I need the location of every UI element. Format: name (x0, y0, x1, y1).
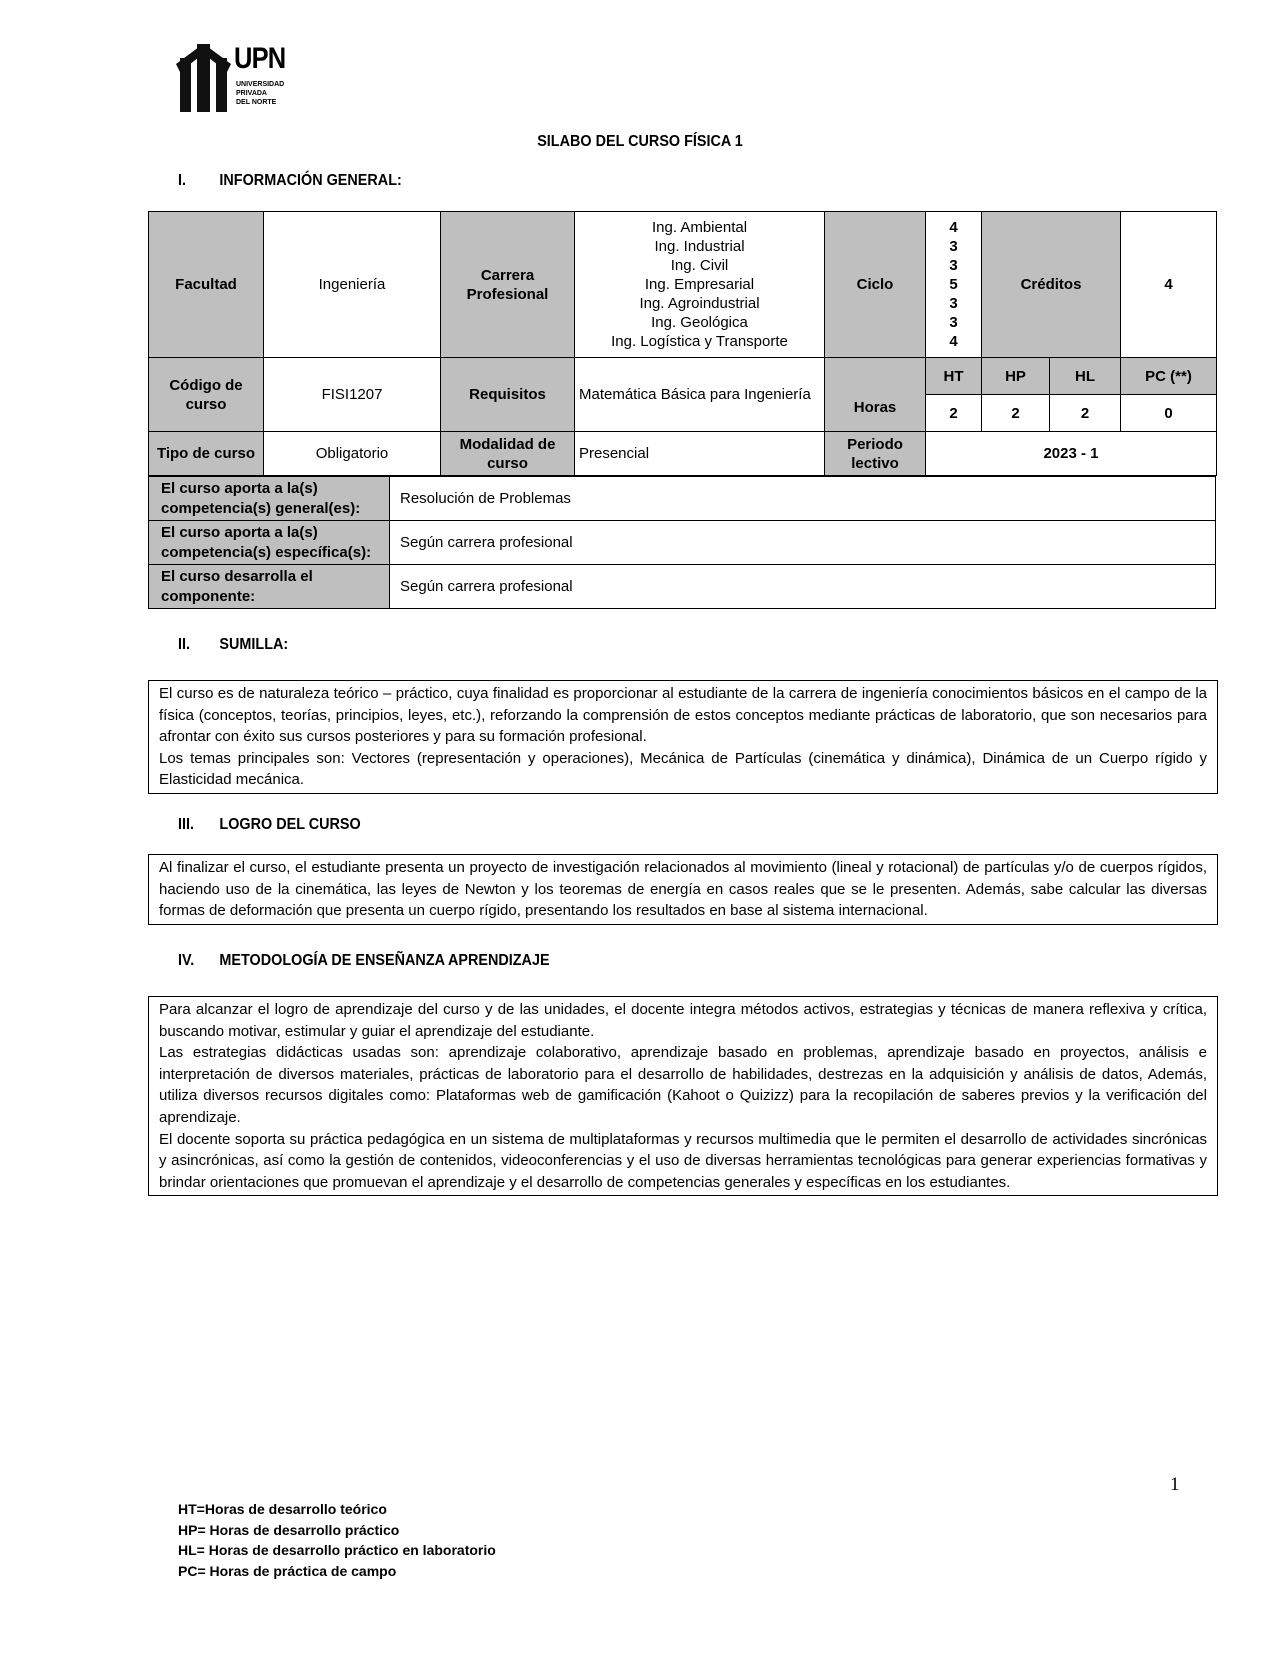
tipo-label: Tipo de curso (149, 432, 264, 476)
ciclo-label: Ciclo (825, 212, 926, 358)
logo-subtitle: UNIVERSIDAD PRIVADA DEL NORTE (236, 81, 285, 106)
carrera-label: Carrera Profesional (441, 212, 575, 358)
hl-value: 2 (1050, 395, 1121, 432)
creditos-label: Créditos (982, 212, 1121, 358)
sumilla-box (148, 680, 1218, 794)
pc-header: PC (**) (1121, 358, 1217, 395)
footnote-hp: HP= Horas de desarrollo práctico (178, 1521, 400, 1538)
requisitos-value: Matemática Básica para Ingeniería (575, 358, 825, 432)
competencia-label: El curso desarrolla el componente: (149, 565, 390, 609)
ht-value: 2 (926, 395, 982, 432)
footnote-ht: HT=Horas de desarrollo teórico (178, 1501, 387, 1517)
competencias-table (148, 476, 1216, 609)
section-heading-metodologia: IV. METODOLOGÍA DE ENSEÑANZA APRENDIZAJE (178, 952, 550, 969)
requisitos-label: Requisitos (441, 358, 575, 432)
codigo-value: FISI1207 (264, 358, 441, 432)
cycles-list: 4 3 3 5 3 3 4 (926, 212, 982, 358)
general-info-table (148, 211, 1217, 476)
hp-value: 2 (982, 395, 1050, 432)
competencia-value: Según carrera profesional (390, 565, 1216, 609)
facultad-value: Ingeniería (264, 212, 441, 358)
periodo-value: 2023 - 1 (926, 432, 1217, 476)
competencia-value: Resolución de Problemas (390, 477, 1216, 521)
competencia-label: El curso aporta a la(s) competencia(s) específica(s): (149, 521, 390, 565)
sumilla-paragraph: El curso es de naturaleza teórico – práctico, cuya finalidad es proporcionar al estudiante de la carrera de ingeniería conocimientos básicos en el campo de la física (conceptos, teorías, principios, leyes, etc.), reforzando la comprensión de estos conceptos mediante prácticas de laboratorio, que son necesarios para afrontar con éxito sus cursos posteriores y para su formación profesional. (159, 685, 1207, 746)
footnote-pc: PC= Horas de práctica de campo (178, 1562, 397, 1579)
metodologia-paragraph: El docente soporta su práctica pedagógica en un sistema de multiplataformas y recursos multimedia que le permiten el desarrollo de actividades sincrónicas y asincrónicas, así como la gestión de contenidos, videoconferencias y el uso de diversas herramientas tecnológicas para generar experiencias formativas y brindar orientaciones que promuevan el aprendizaje y el desarrollo de competencias generales y específicas en los estudiantes. (159, 1130, 1207, 1191)
footnote-hl: HL= Horas de desarrollo práctico en laboratorio (178, 1542, 496, 1558)
document-title: SILABO DEL CURSO FÍSICA 1 (537, 133, 743, 150)
competencia-value: Según carrera profesional (390, 521, 1216, 565)
pc-value: 0 (1121, 395, 1217, 432)
periodo-label: Periodo lectivo (825, 432, 926, 476)
upn-logo-mark-icon (176, 44, 232, 112)
competencia-row (149, 521, 1216, 565)
hl-header: HL (1050, 358, 1121, 395)
modalidad-value: Presencial (575, 432, 825, 476)
upn-logo (176, 44, 296, 114)
ht-header: HT (926, 358, 982, 395)
codigo-label: Código de curso (149, 358, 264, 432)
facultad-label: Facultad (149, 212, 264, 358)
sumilla-paragraph: Los temas principales son: Vectores (representación y operaciones), Mecánica de Partículas (cinemática y dinámica), Dinámica de un Cuerpo rígido y Elasticidad mecánica. (159, 749, 1207, 789)
section-heading-logro: III. LOGRO DEL CURSO (178, 816, 361, 833)
modalidad-label: Modalidad de curso (441, 432, 575, 476)
horas-label: Horas (825, 358, 926, 432)
competencia-label: El curso aporta a la(s) competencia(s) general(es): (149, 477, 390, 521)
competencia-row (149, 565, 1216, 609)
section-heading-sumilla: II. SUMILLA: (178, 636, 289, 653)
careers-list: Ing. Ambiental Ing. Industrial Ing. Civil Ing. Empresarial Ing. Agroindustrial Ing. Geológica Ing. Logística y Transporte (575, 212, 825, 358)
footnotes (178, 1499, 496, 1581)
logro-paragraph: Al finalizar el curso, el estudiante presenta un proyecto de investigación relacionados al movimiento (lineal y rotacional) de partículas y/o de cuerpos rígidos, haciendo uso de la cinemática, las leyes de Newton y los teoremas de energía en casos reales que se le presenten. Además, sabe calcular las diversas formas de deformación que presenta un cuerpo rígido, presentando los resultados en base al sistema internacional. (159, 859, 1207, 920)
metodologia-paragraph: Para alcanzar el logro de aprendizaje del curso y de las unidades, el docente integra métodos activos, estrategias y técnicas de manera reflexiva y crítica, buscando motivar, estimular y guiar el aprendizaje del estudiante. (159, 1001, 1207, 1040)
page-number: 1 (1170, 1474, 1180, 1495)
metodologia-paragraph: Las estrategias didácticas usadas son: aprendizaje colaborativo, aprendizaje basado en problemas, aprendizaje basado en proyectos, análisis e interpretación de diversos materiales, prácticas de laboratorio para el desarrollo de habilidades, destrezas en la adquisición y análisis de datos, Además, utiliza diversos recursos digitales como: Plataformas web de gamificación (Kahoot o Quizizz) para la recopilación de saberes previos y la verificación del aprendizaje. (159, 1044, 1207, 1126)
metodologia-box (148, 996, 1218, 1196)
competencia-row (149, 477, 1216, 521)
logo-brand-text: UPN (234, 42, 286, 75)
hp-header: HP (982, 358, 1050, 395)
logro-box (148, 854, 1218, 925)
tipo-value: Obligatorio (264, 432, 441, 476)
creditos-value: 4 (1121, 212, 1217, 358)
section-heading-informacion: I. INFORMACIÓN GENERAL: (178, 172, 402, 189)
